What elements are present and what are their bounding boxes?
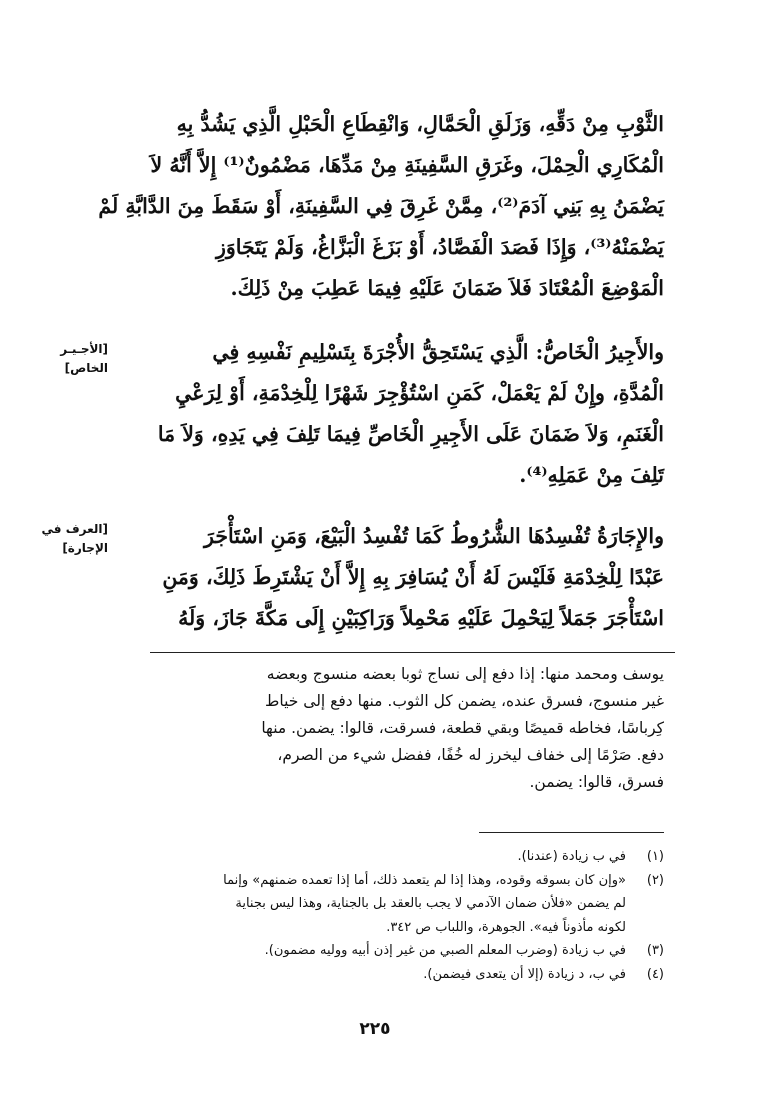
text-line: عَبْدًا لِلْخِدْمَةِ فَلَيْسَ لَهُ أَنْ يُسَافِرَ بِهِ إِلاَّ أَنْ يَشْتَرِطَ ذَلِكَ، وَمَنِ [162, 565, 664, 589]
text-line: تَلِفَ مِنْ عَمَلِهِ⁽⁴⁾. [519, 463, 664, 487]
main-paragraph-3 [140, 516, 664, 639]
commentary-line: غير منسوج، فسرق عنده، يضمن كل الثوب. منها دفع إلى خياط [265, 692, 664, 710]
footnote-text: لكونه مأذوناً فيه». الجوهرة، واللباب ص ٣٤٢. [386, 919, 626, 935]
margin-note-private-worker [28, 340, 108, 378]
footnote-number: (٢) [646, 872, 664, 888]
commentary-block [144, 661, 664, 796]
commentary-divider [150, 652, 675, 653]
text-line: الْغَنَمِ، وَلاَ ضَمَانَ عَلَى الأَجِيرِ الْخَاصِّ فِيمَا تَلِفَ فِي يَدِهِ، وَلاَ مَا [157, 422, 664, 446]
text-line: الثَّوْبِ مِنْ دَقِّهِ، وَزَلَقِ الْحَمَّالِ، وَانْقِطَاعِ الْحَبْلِ الَّذِي يَشُدُّ بِهِ [176, 112, 664, 136]
text-line: الْمُدَّةِ، وإِنْ لَمْ يَعْمَلْ، كَمَنِ اسْتُؤْجِرَ شَهْرًا لِلْخِدْمَةِ، أَوْ لِرَعْيِ [175, 381, 664, 405]
footnote-4 [136, 963, 664, 987]
margin-note-line: [الأجـيـر [60, 342, 108, 356]
margin-note-line: الخاص] [64, 361, 108, 375]
margin-note-line: [العرف في [41, 522, 108, 536]
text-line: والإِجَارَةُ تُفْسِدُهَا الشُّرُوطُ كَمَا تُفْسِدُ الْبَيْعَ، وَمَنِ اسْتَأْجَرَ [204, 524, 664, 548]
footnote-number: (١) [646, 849, 664, 864]
margin-note-custom-in-hire [28, 520, 108, 558]
page-number: ٢٢٥ [359, 1019, 391, 1039]
text-line: يَضْمَنُ بِهِ بَنِي آدَمَ⁽²⁾، مِمَّنْ غَرِقَ فِي السَّفِينَةِ، أَوْ سَقَطَ مِنَ الدَّابَّةِ لَمْ [98, 194, 664, 218]
footnote-text: في ب زيادة (عندنا). [517, 849, 626, 864]
footnote-text: في ب زيادة (وضرب المعلم الصبي من غير إذن أبيه ووليه مضمون). [264, 943, 626, 958]
footnotes [136, 845, 664, 986]
footnote-number: (٣) [646, 943, 664, 958]
main-paragraph-1 [98, 104, 664, 309]
text-line: يَضْمَنْهُ⁽³⁾، وَإِذَا فَصَدَ الْفَصَّادُ، أَوْ بَزَغَ الْبَزَّاغُ، وَلَمْ يَتَجَاوَزِ [215, 235, 664, 259]
footnote-number: (٤) [646, 966, 664, 982]
margin-note-line: الإجارة] [62, 541, 108, 555]
text-line: الْمُكَارِي الْحِمْلَ، وغَرَقِ السَّفِينَةِ مِنْ مَدِّهَا، مَضْمُونٌ⁽¹⁾ إِلاَّ أَنَّهُ لاَ [150, 153, 664, 177]
footnote-text: «وإن كان بسوقه وقوده، وهذا إذا لم يتعمد ذلك، أما إذا تعمده ضمنهم» وإنما [223, 872, 626, 888]
main-paragraph-2 [140, 332, 664, 496]
commentary-line: يوسف ومحمد منها: إذا دفع إلى نساج ثوبا بعضه منسوج وبعضه [266, 665, 664, 683]
footnote-text: لم يضمن «فلأن ضمان الآدمي لا يجب بالعقد بل بالجناية، وهذا ليس بجناية [235, 896, 626, 911]
commentary-line: فسرق، قالوا: يضمن. [529, 773, 664, 791]
text-line: الْمَوْضِعَ الْمُعْتَادَ فَلاَ ضَمَانَ عَلَيْهِ فِيمَا عَطِبَ مِنْ ذَلِكَ. [230, 276, 664, 300]
footnote-divider [479, 832, 664, 833]
footnote-1 [136, 845, 664, 869]
footnote-2 [136, 869, 664, 940]
commentary-line: دفع. صَرْمًا إلى خفاف ليخرز له خُفًا، ففضل شيء من الصرم، [277, 746, 664, 764]
footnote-text: في ب، د زيادة (إلا أن يتعدى فيضمن). [423, 966, 626, 982]
footnote-3 [136, 939, 664, 963]
commentary-line: كِرباسًا، فخاطه قميصًا وبقي قطعة، فسرقت، قالوا: يضمن. منها [261, 719, 664, 737]
text-line: اسْتَأْجَرَ جَمَلاً لِيَحْمِلَ عَلَيْهِ مَحْمِلاً وَرَاكِبَيْنِ إِلَى مَكَّةَ جَازَ، وَلَهُ [178, 606, 664, 630]
text-line: والأَجِيرُ الْخَاصُّ: الَّذِي يَسْتَحِقُّ الأُجْرَةَ بِتَسْلِيمِ نَفْسِهِ فِي [212, 340, 664, 364]
